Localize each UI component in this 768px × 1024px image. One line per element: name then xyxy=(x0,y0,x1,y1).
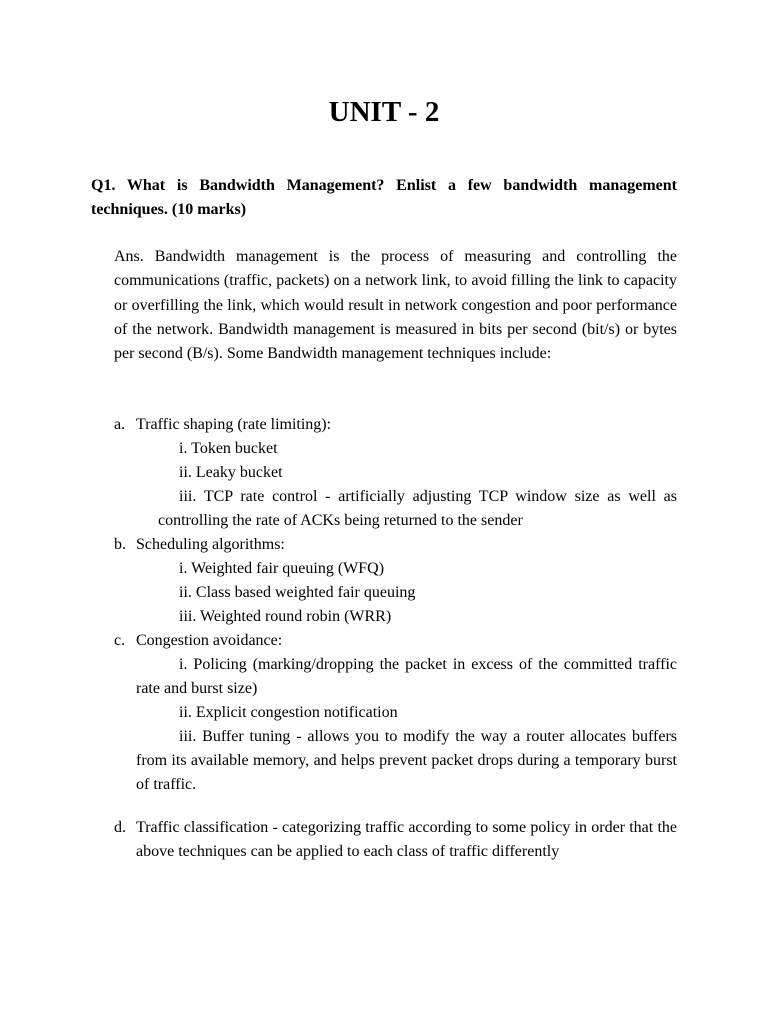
page-title: UNIT - 2 xyxy=(328,96,440,128)
section-d-text: Traffic classification - categorizing traffic according to some policy in order that the above techniques can be applied to each class of traffic differently xyxy=(136,819,677,860)
section-a-marker: a. xyxy=(114,416,126,433)
section-a-item-1: i. Token bucket xyxy=(179,440,278,457)
section-c-heading: Congestion avoidance: xyxy=(136,632,283,649)
section-b-item-3: iii. Weighted round robin (WRR) xyxy=(179,608,392,625)
section-a-heading: Traffic shaping (rate limiting): xyxy=(136,416,332,433)
section-a-item-2: ii. Leaky bucket xyxy=(179,464,283,481)
section-b-item-1: i. Weighted fair queuing (WFQ) xyxy=(179,560,385,577)
section-d-marker: d. xyxy=(114,819,126,836)
section-c-item-3: iii. Buffer tuning - allows you to modify the way a router allocates buffers from its available memory, and helps prevent packet drops during a temporary burst of traffic. xyxy=(136,728,677,793)
section-c-item-1: i. Policing (marking/dropping the packet in excess of the committed traffic rate and burst size) xyxy=(136,656,677,697)
question-heading: Q1. What is Bandwidth Management? Enlist a few bandwidth management techniques. (10 marks) xyxy=(91,177,677,218)
section-b-marker: b. xyxy=(114,536,126,553)
section-b-heading: Scheduling algorithms: xyxy=(136,536,285,553)
section-b-item-2: ii. Class based weighted fair queuing xyxy=(179,584,416,601)
section-c-item-2: ii. Explicit congestion notification xyxy=(179,704,398,721)
section-c-marker: c. xyxy=(114,632,126,649)
section-a-item-3: iii. TCP rate control - artificially adjusting TCP window size as well as controlling the rate of ACKs being returned to the sender xyxy=(158,488,677,529)
answer-paragraph: Ans. Bandwidth management is the process of measuring and controlling the communications (traffic, packets) on a network link, to avoid filling the link to capacity or overfilling the link, which would result in network congestion and poor performance of the network. Bandwidth management is measured in bits per second (bit/s) or bytes per second (B/s). Some Bandwidth management techniques include: xyxy=(114,248,677,363)
